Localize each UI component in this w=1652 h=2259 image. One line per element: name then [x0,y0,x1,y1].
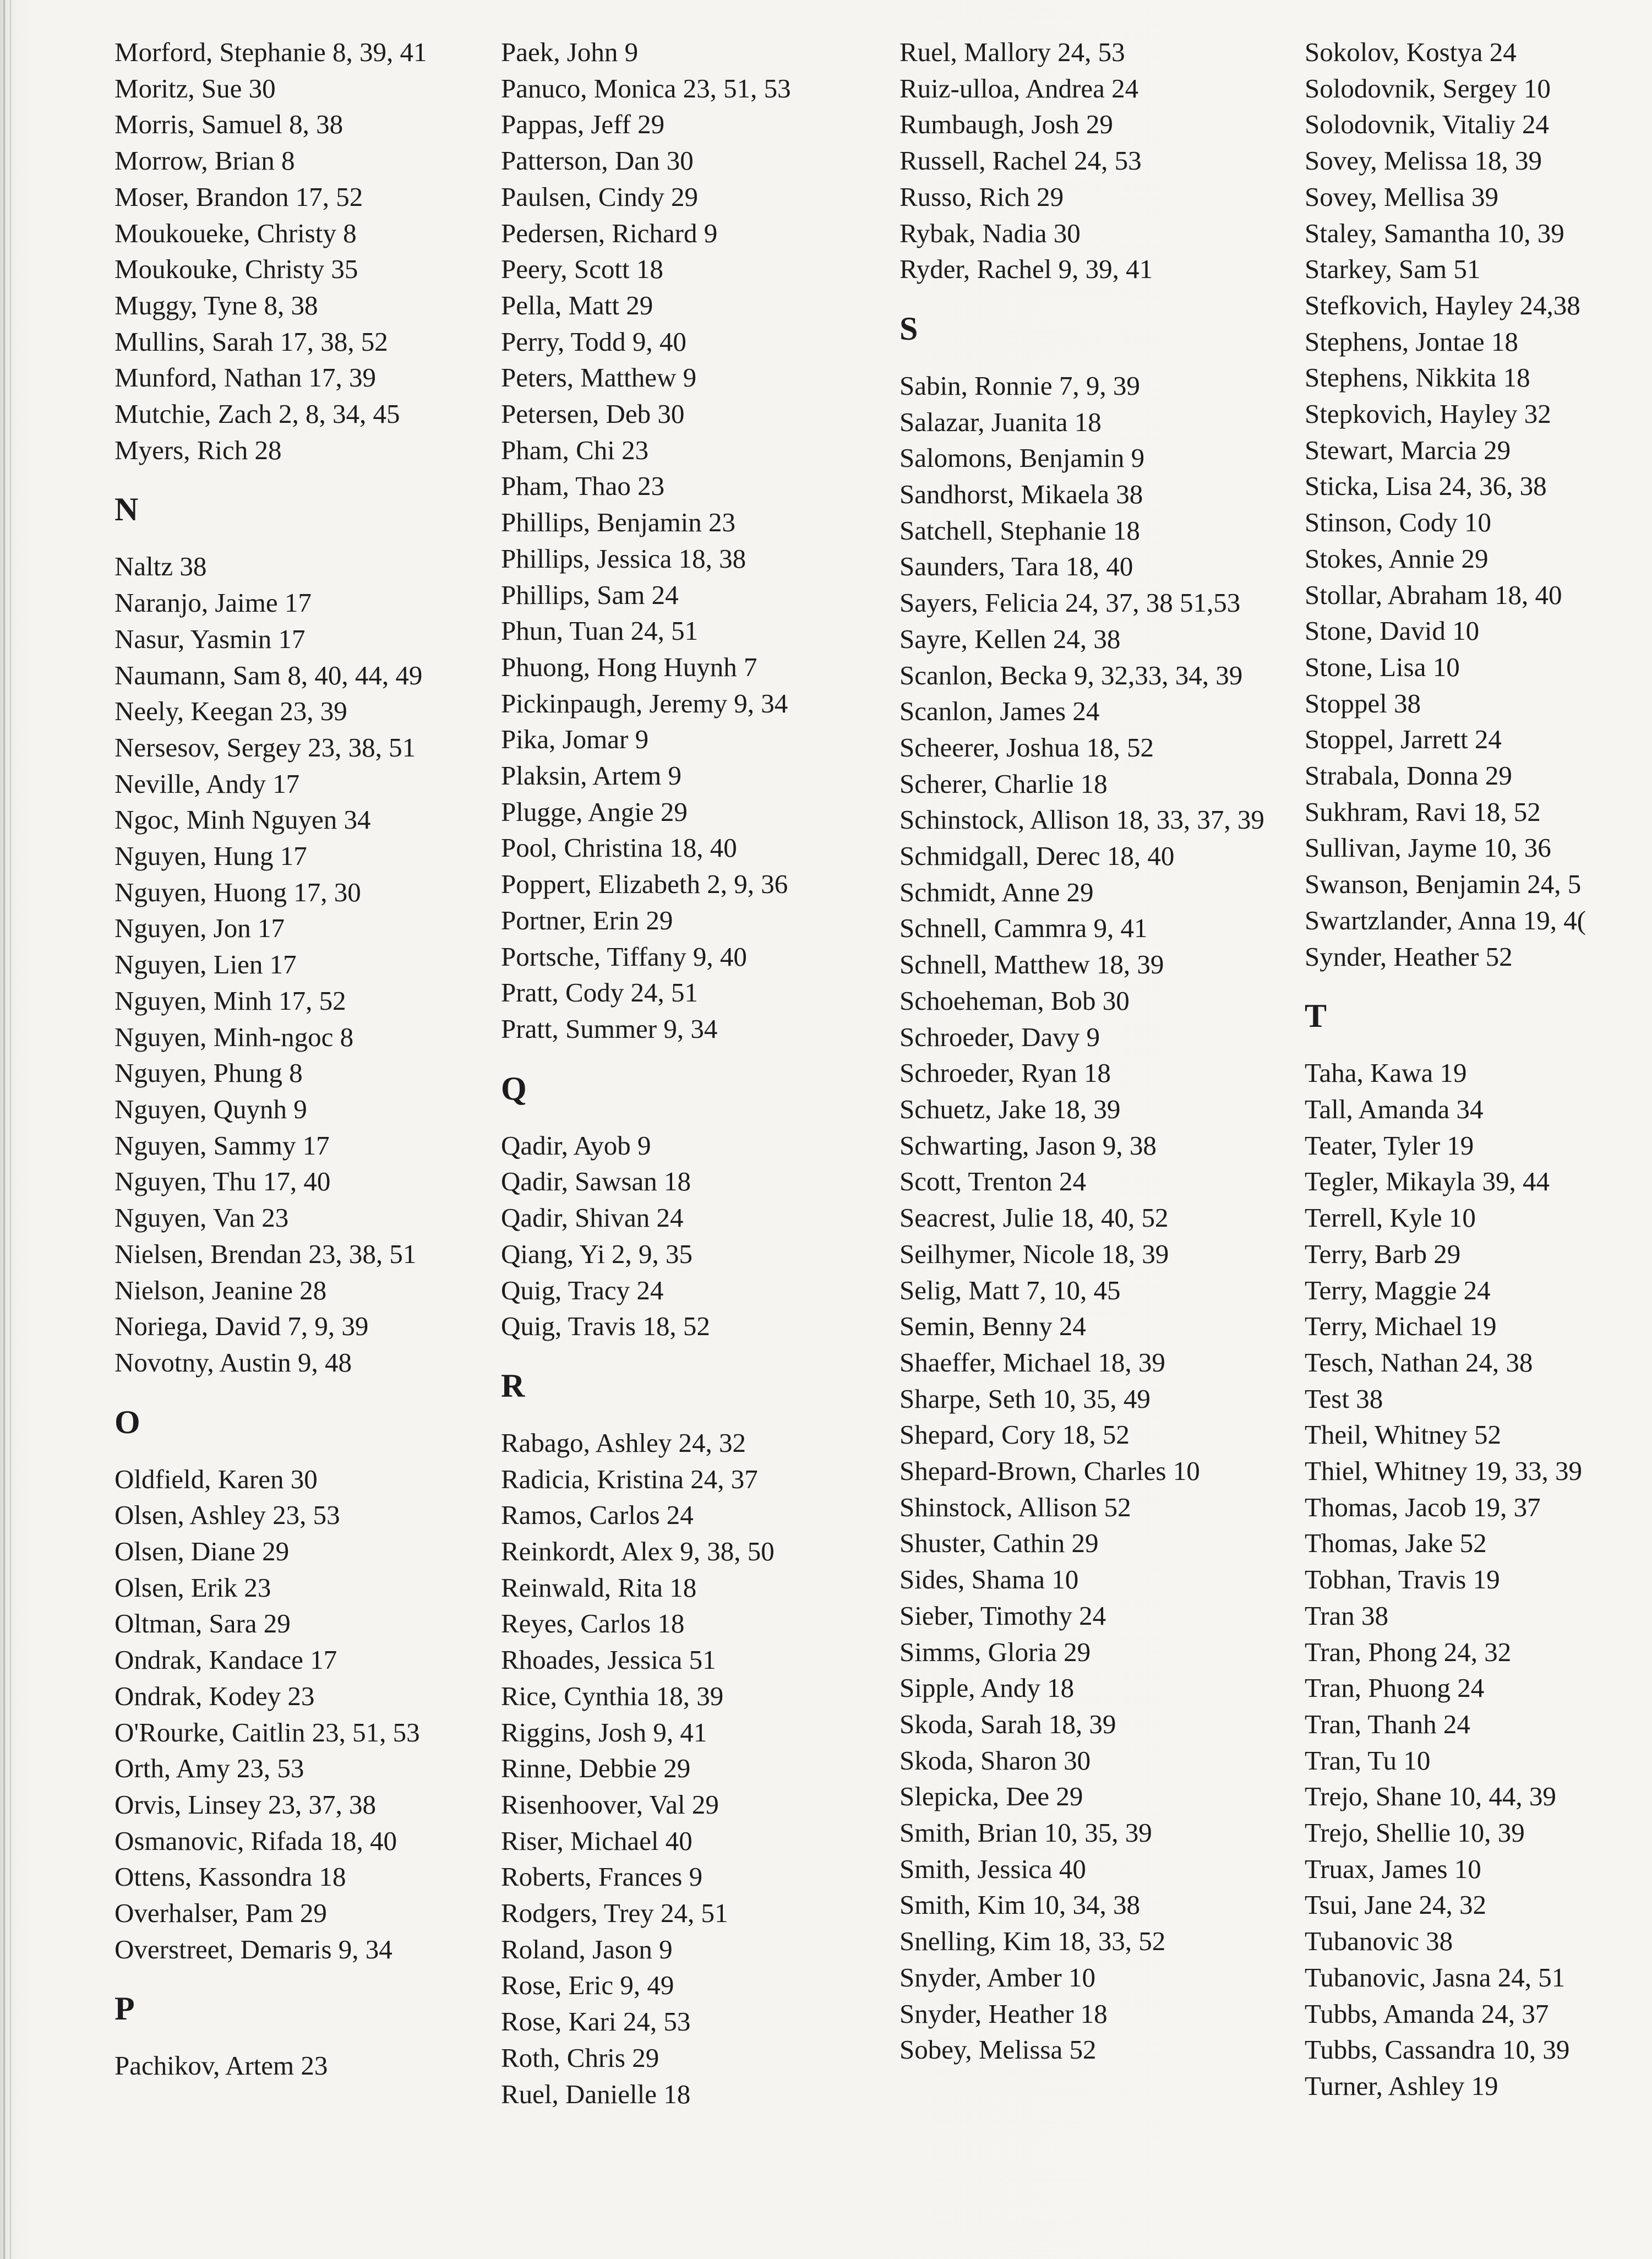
index-entry: Rabago, Ashley 24, 32 [501,1427,746,1458]
index-entry: Naranjo, Jaime 17 [115,587,312,618]
index-entry: Pratt, Cody 24, 51 [501,977,698,1008]
index-entry: Rose, Eric 9, 49 [501,1970,674,2001]
index-entry: Phuong, Hong Huynh 7 [501,651,757,682]
index-entry: Oldfield, Karen 30 [115,1463,318,1494]
index-entry: Schmidgall, Derec 18, 40 [899,841,1175,872]
index-entry: Rodgers, Trey 24, 51 [501,1898,728,1929]
index-entry: Skoda, Sarah 18, 39 [899,1708,1116,1739]
index-entry: Thiel, Whitney 19, 33, 39 [1305,1456,1582,1487]
index-entry: Simms, Gloria 29 [899,1636,1091,1667]
index-entry: Sticka, Lisa 24, 36, 38 [1305,471,1547,502]
index-entry: Moser, Brandon 17, 52 [115,181,363,212]
index-entry: Rinne, Debbie 29 [501,1753,691,1784]
index-entry: Ryder, Rachel 9, 39, 41 [899,254,1153,285]
index-entry: Solodovnik, Vitaliy 24 [1305,109,1549,140]
index-entry: Sides, Shama 10 [899,1564,1079,1595]
index-entry: Paulsen, Cindy 29 [501,181,698,212]
index-entry: Nersesov, Sergey 23, 38, 51 [115,732,416,763]
index-entry: Shepard, Cory 18, 52 [899,1419,1130,1450]
index-entry: Sokolov, Kostya 24 [1305,37,1517,67]
index-entry: Tesch, Nathan 24, 38 [1305,1347,1533,1378]
index-entry: Scherer, Charlie 18 [899,768,1108,799]
index-entry: Peery, Scott 18 [501,254,663,285]
index-entry: Schnell, Matthew 18, 39 [899,949,1164,980]
index-entry: Pickinpaugh, Jeremy 9, 34 [501,688,788,718]
index-entry: Schnell, Cammra 9, 41 [899,913,1148,944]
index-entry: Ruel, Danielle 18 [501,2078,691,2109]
index-entry: Terrell, Kyle 10 [1305,1202,1476,1233]
index-entry: Sovey, Mellisa 39 [1305,181,1499,212]
index-entry: Stollar, Abraham 18, 40 [1305,579,1562,610]
index-entry: Rhoades, Jessica 51 [501,1645,716,1675]
index-entry: Stepkovich, Hayley 32 [1305,399,1551,429]
index-entry: Smith, Brian 10, 35, 39 [899,1817,1152,1848]
index-entry: Qadir, Shivan 24 [501,1202,684,1233]
index-entry: Salomons, Benjamin 9 [899,443,1145,473]
index-entry: Smith, Jessica 40 [899,1853,1086,1884]
index-entry: Stefkovich, Hayley 24,38 [1305,290,1580,320]
index-entry: Pratt, Summer 9, 34 [501,1013,718,1044]
index-entry: Shaeffer, Michael 18, 39 [899,1347,1165,1378]
index-entry: Roth, Chris 29 [501,2042,659,2073]
index-entry: Pappas, Jeff 29 [501,109,665,140]
section-letter-q: Q [501,1070,527,1107]
index-entry: Trejo, Shane 10, 44, 39 [1305,1781,1556,1812]
index-entry: Morris, Samuel 8, 38 [115,109,344,140]
index-entry: Scanlon, James 24 [899,696,1100,727]
index-column-1 [115,34,494,2084]
index-entry: Qadir, Ayob 9 [501,1130,651,1161]
index-entry: Tsui, Jane 24, 32 [1305,1890,1487,1920]
index-entry: Qadir, Sawsan 18 [501,1166,691,1197]
index-entry: Ottens, Kassondra 18 [115,1861,346,1892]
index-entry: Plaksin, Artem 9 [501,760,682,791]
index-entry: Reinkordt, Alex 9, 38, 50 [501,1536,775,1567]
index-entry: Pella, Matt 29 [501,290,653,320]
index-column-4 [1305,34,1652,2104]
index-entry: Schoeheman, Bob 30 [899,985,1130,1016]
index-entry: Tran, Phuong 24 [1305,1673,1485,1703]
index-entry: Nguyen, Minh 17, 52 [115,985,346,1016]
index-entry: Salazar, Juanita 18 [899,406,1102,437]
index-entry: Snyder, Heather 18 [899,1998,1108,2029]
index-entry: Starkey, Sam 51 [1305,254,1481,285]
index-entry: Nielsen, Brendan 23, 38, 51 [115,1238,417,1269]
index-entry: Sobey, Melissa 52 [899,2034,1097,2065]
index-entry: Roberts, Frances 9 [501,1861,703,1892]
index-entry: Portner, Erin 29 [501,905,673,935]
index-entry: Sukhram, Ravi 18, 52 [1305,796,1541,827]
index-entry: Nguyen, Hung 17 [115,841,307,872]
index-entry: Schinstock, Allison 18, 33, 37, 39 [899,804,1264,835]
index-entry: Satchell, Stephanie 18 [899,515,1140,546]
index-entry: Orvis, Linsey 23, 37, 38 [115,1789,376,1820]
index-entry: Pika, Jomar 9 [501,724,649,755]
index-entry: Nguyen, Lien 17 [115,949,297,980]
index-entry: Rybak, Nadia 30 [899,217,1081,248]
index-entry: Nguyen, Jon 17 [115,913,285,944]
index-entry: Risenhoover, Val 29 [501,1789,719,1820]
index-entry: Snyder, Amber 10 [899,1962,1095,1993]
index-entry: Quig, Travis 18, 52 [501,1311,710,1342]
index-entry: Naumann, Sam 8, 40, 44, 49 [115,660,423,690]
index-entry: Terry, Maggie 24 [1305,1275,1491,1305]
index-entry: Stephens, Nikkita 18 [1305,362,1530,393]
index-entry: Pham, Chi 23 [501,434,649,465]
index-entry: Patterson, Dan 30 [501,145,694,176]
index-entry: Tran, Phong 24, 32 [1305,1636,1512,1667]
index-entry: Radicia, Kristina 24, 37 [501,1463,758,1494]
index-entry: Olsen, Ashley 23, 53 [115,1500,340,1531]
index-entry: Terry, Barb 29 [1305,1238,1461,1269]
index-entry: Tubanovic 38 [1305,1926,1453,1957]
index-entry: Overhalser, Pam 29 [115,1898,327,1929]
index-entry: Tegler, Mikayla 39, 44 [1305,1166,1550,1197]
index-entry: Nielson, Jeanine 28 [115,1275,327,1305]
index-entry: Tobhan, Travis 19 [1305,1564,1500,1595]
index-entry: Sayers, Felicia 24, 37, 38 51,53 [899,587,1241,618]
index-entry: Riggins, Josh 9, 41 [501,1717,707,1748]
index-entry: Moukouke, Christy 35 [115,254,358,285]
index-entry: Nasur, Yasmin 17 [115,623,306,654]
index-entry: Sullivan, Jayme 10, 36 [1305,832,1551,863]
index-entry: Tran, Tu 10 [1305,1745,1431,1776]
index-entry: Roland, Jason 9 [501,1934,673,1964]
index-entry: Synder, Heather 52 [1305,941,1513,972]
index-entry: Petersen, Deb 30 [501,399,685,429]
index-entry: Nguyen, Van 23 [115,1202,289,1233]
index-entry: Ramos, Carlos 24 [501,1500,694,1531]
index-entry: Neely, Keegan 23, 39 [115,696,347,727]
index-entry: Scott, Trenton 24 [899,1166,1086,1197]
section-letter-o: O [115,1403,140,1440]
section-letter-r: R [501,1367,525,1404]
index-entry: Seilhymer, Nicole 18, 39 [899,1238,1169,1269]
index-entry: Rose, Kari 24, 53 [501,2006,691,2037]
index-entry: Stone, David 10 [1305,616,1480,646]
index-entry: Mullins, Sarah 17, 38, 52 [115,326,388,357]
index-entry: Tall, Amanda 34 [1305,1093,1484,1124]
index-entry: Sabin, Ronnie 7, 9, 39 [899,370,1140,401]
index-entry: Olsen, Diane 29 [115,1536,290,1567]
index-entry: Terry, Michael 19 [1305,1311,1497,1342]
index-entry: Semin, Benny 24 [899,1311,1086,1342]
index-entry: Ruel, Mallory 24, 53 [899,37,1125,67]
index-entry: Muggy, Tyne 8, 38 [115,290,318,320]
index-entry: Mutchie, Zach 2, 8, 34, 45 [115,399,400,429]
index-entry: Strabala, Donna 29 [1305,760,1512,791]
index-entry: Oltman, Sara 29 [115,1608,291,1639]
index-entry: Paek, John 9 [501,37,639,67]
index-entry: Schwarting, Jason 9, 38 [899,1130,1157,1161]
index-entry: Stewart, Marcia 29 [1305,434,1511,465]
index-column-3 [899,34,1279,2068]
index-entry: Qiang, Yi 2, 9, 35 [501,1238,693,1269]
index-entry: Saunders, Tara 18, 40 [899,551,1133,582]
index-entry: Peters, Matthew 9 [501,362,697,393]
index-entry: Plugge, Angie 29 [501,796,688,827]
index-entry: Slepicka, Dee 29 [899,1781,1083,1812]
index-entry: Olsen, Erik 23 [115,1572,271,1603]
index-entry: Stone, Lisa 10 [1305,651,1460,682]
index-entry: Reinwald, Rita 18 [501,1572,697,1603]
index-entry: Reyes, Carlos 18 [501,1608,685,1639]
index-entry: Riser, Michael 40 [501,1825,693,1856]
index-entry: Nguyen, Huong 17, 30 [115,877,361,907]
index-entry: Taha, Kawa 19 [1305,1058,1467,1088]
index-entry: Noriega, David 7, 9, 39 [115,1311,369,1342]
index-entry: Pachikov, Artem 23 [115,2050,328,2081]
index-entry: Shuster, Cathin 29 [899,1528,1099,1559]
index-entry: Russo, Rich 29 [899,181,1064,212]
index-entry: Neville, Andy 17 [115,768,300,799]
section-letter-p: P [115,1990,135,2027]
index-entry: Nguyen, Thu 17, 40 [115,1166,331,1197]
index-entry: Stoppel, Jarrett 24 [1305,724,1502,755]
index-entry: Test 38 [1305,1383,1383,1414]
index-entry: Sayre, Kellen 24, 38 [899,623,1121,654]
index-entry: Theil, Whitney 52 [1305,1419,1501,1450]
index-entry: Thomas, Jacob 19, 37 [1305,1492,1541,1522]
index-entry: Quig, Tracy 24 [501,1275,664,1305]
index-entry: Tran 38 [1305,1600,1389,1631]
index-entry: Sandhorst, Mikaela 38 [899,479,1143,510]
index-entry: Osmanovic, Rifada 18, 40 [115,1825,397,1856]
index-entry: Morrow, Brian 8 [115,145,295,176]
index-entry: Phillips, Benjamin 23 [501,507,736,538]
index-entry: Nguyen, Quynh 9 [115,1093,307,1124]
binding-edge [3,0,5,2259]
index-entry: Poppert, Elizabeth 2, 9, 36 [501,869,788,900]
index-entry: Trejo, Shellie 10, 39 [1305,1817,1525,1848]
index-entry: Seacrest, Julie 18, 40, 52 [899,1202,1169,1233]
index-entry: Moukoueke, Christy 8 [115,217,357,248]
index-entry: Nguyen, Sammy 17 [115,1130,330,1161]
index-entry: Tran, Thanh 24 [1305,1708,1470,1739]
index-entry: Orth, Amy 23, 53 [115,1753,304,1784]
index-entry: Munford, Nathan 17, 39 [115,362,376,393]
index-entry: Moritz, Sue 30 [115,73,276,104]
index-entry: Nguyen, Minh-ngoc 8 [115,1021,354,1052]
index-entry: Swartzlander, Anna 19, 4( [1305,905,1586,935]
index-entry: Phun, Tuan 24, 51 [501,616,699,646]
index-entry: Selig, Matt 7, 10, 45 [899,1275,1121,1305]
index-entry: Sovey, Melissa 18, 39 [1305,145,1542,176]
index-entry: Teater, Tyler 19 [1305,1130,1474,1161]
binding-edge-inner [10,0,11,2259]
index-entry: Scheerer, Joshua 18, 52 [899,732,1154,763]
index-entry: Snelling, Kim 18, 33, 52 [899,1926,1166,1957]
index-entry: Ondrak, Kandace 17 [115,1645,337,1675]
index-entry: Tubanovic, Jasna 24, 51 [1305,1962,1566,1993]
index-entry: Stoppel 38 [1305,688,1421,718]
index-entry: Rice, Cynthia 18, 39 [501,1680,724,1711]
index-entry: Stokes, Annie 29 [1305,543,1489,574]
index-entry: Ngoc, Minh Nguyen 34 [115,804,371,835]
index-entry: Sieber, Timothy 24 [899,1600,1106,1631]
index-entry: Turner, Ashley 19 [1305,2070,1498,2101]
index-entry: Shepard-Brown, Charles 10 [899,1456,1200,1487]
index-entry: Rumbaugh, Josh 29 [899,109,1113,140]
index-entry: Russell, Rachel 24, 53 [899,145,1142,176]
index-entry: Phillips, Sam 24 [501,579,679,610]
index-entry: Thomas, Jake 52 [1305,1528,1487,1559]
section-letter-t: T [1305,998,1327,1035]
index-entry: Swanson, Benjamin 24, 5 [1305,869,1582,900]
index-entry: Overstreet, Demaris 9, 34 [115,1934,392,1964]
index-entry: Stinson, Cody 10 [1305,507,1491,538]
index-entry: Ondrak, Kodey 23 [115,1680,315,1711]
index-column-2 [501,34,881,2112]
index-entry: Phillips, Jessica 18, 38 [501,543,746,574]
index-entry: Nguyen, Phung 8 [115,1058,303,1088]
section-letter-s: S [899,310,918,347]
index-entry: Scanlon, Becka 9, 32,33, 34, 39 [899,660,1243,690]
index-entry: Perry, Todd 9, 40 [501,326,686,357]
index-entry: Solodovnik, Sergey 10 [1305,73,1551,104]
index-entry: Sipple, Andy 18 [899,1673,1075,1703]
index-entry: O'Rourke, Caitlin 23, 51, 53 [115,1717,420,1748]
index-entry: Smith, Kim 10, 34, 38 [899,1890,1140,1920]
index-entry: Staley, Samantha 10, 39 [1305,217,1564,248]
index-entry: Pedersen, Richard 9 [501,217,718,248]
index-entry: Truax, James 10 [1305,1853,1481,1884]
index-entry: Ruiz-ulloa, Andrea 24 [899,73,1139,104]
index-entry: Schmidt, Anne 29 [899,877,1094,907]
index-entry: Naltz 38 [115,551,207,582]
index-entry: Pham, Thao 23 [501,471,665,502]
index-entry: Morford, Stephanie 8, 39, 41 [115,37,427,67]
index-entry: Schroeder, Davy 9 [899,1021,1100,1052]
index-entry: Tubbs, Cassandra 10, 39 [1305,2034,1570,2065]
index-entry: Tubbs, Amanda 24, 37 [1305,1998,1549,2029]
index-entry: Shinstock, Allison 52 [899,1492,1131,1522]
index-entry: Novotny, Austin 9, 48 [115,1347,352,1378]
index-entry: Panuco, Monica 23, 51, 53 [501,73,791,104]
index-entry: Pool, Christina 18, 40 [501,832,737,863]
index-entry: Schroeder, Ryan 18 [899,1058,1111,1088]
index-entry: Stephens, Jontae 18 [1305,326,1518,357]
index-entry: Portsche, Tiffany 9, 40 [501,941,747,972]
index-entry: Sharpe, Seth 10, 35, 49 [899,1383,1151,1414]
index-entry: Schuetz, Jake 18, 39 [899,1093,1121,1124]
index-entry: Myers, Rich 28 [115,434,282,465]
section-letter-n: N [115,491,139,528]
index-entry: Skoda, Sharon 30 [899,1745,1091,1776]
